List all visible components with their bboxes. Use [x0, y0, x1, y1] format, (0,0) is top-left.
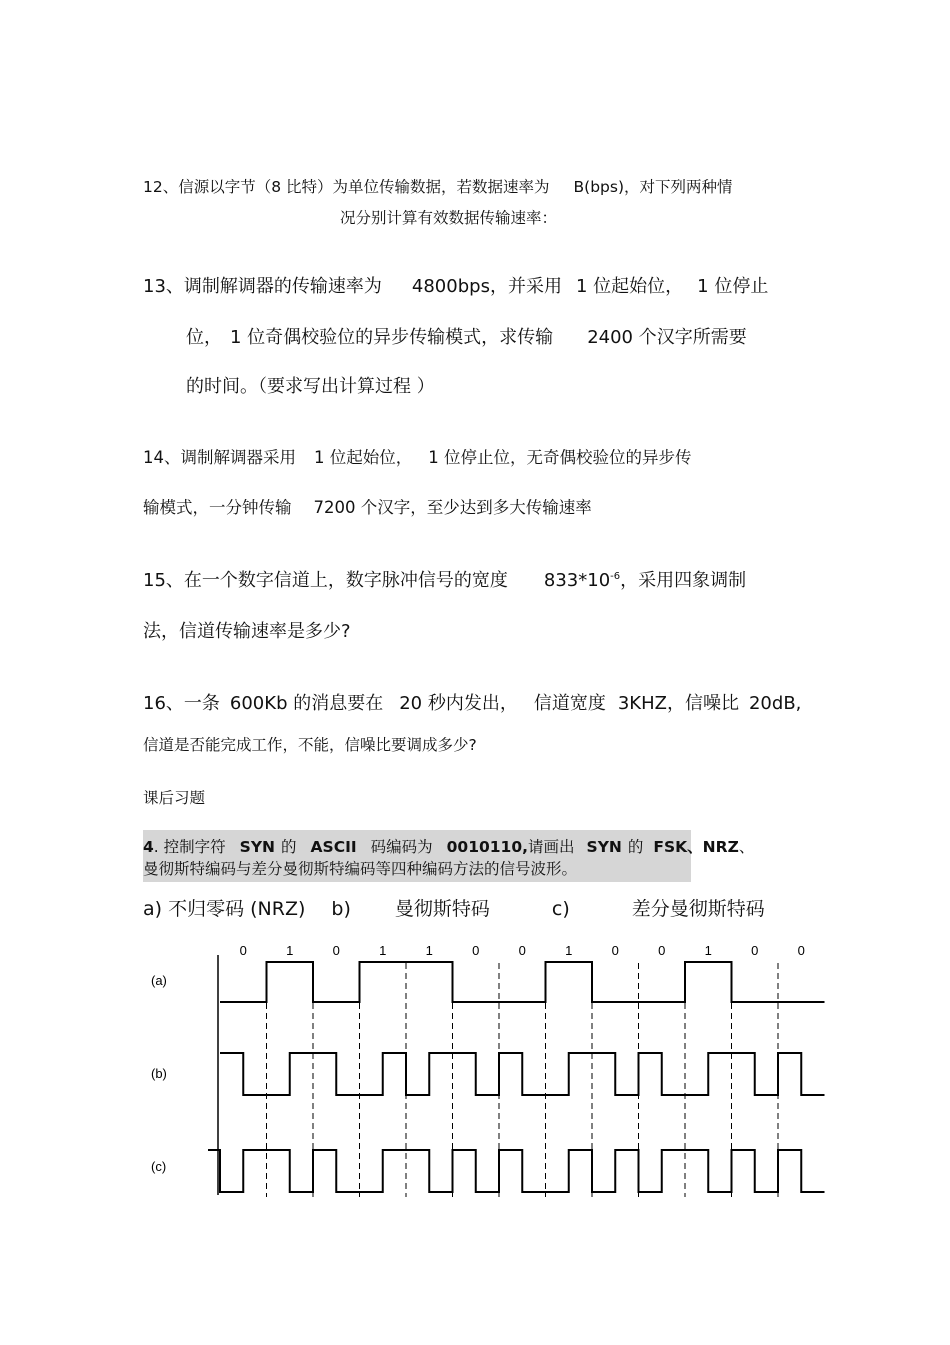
bit-label: 1: [704, 943, 712, 958]
q16-text-e: 3KHZ，信噪比: [617, 693, 739, 714]
q14-line1: [143, 450, 692, 467]
q14-text-d: 输模式，一分钟传输: [143, 498, 292, 517]
label-nrz: a) 不归零码 (NRZ): [143, 898, 306, 920]
q4-text-1: . 控制字符: [153, 838, 226, 856]
q15-text-c: ，采用四象调制: [620, 570, 747, 591]
section-heading: 课后习题: [143, 789, 206, 807]
q4-syn-1: SYN: [239, 838, 276, 856]
q15-line1: [143, 572, 746, 590]
q16-line2: 信道是否能完成工作，不能，信噪比要调成多少?: [143, 736, 477, 754]
q15-line2: 法，信道传输速率是多少?: [143, 621, 351, 642]
bit-label: 0: [518, 943, 526, 958]
q15-exponent: -6: [610, 571, 621, 582]
q16-text-c: 20 秒内发出，: [399, 693, 518, 714]
q15-text-a: 15、在一个数字信道上，数字脉冲信号的宽度: [143, 570, 508, 591]
q13-text-d: 1 位停止: [697, 276, 769, 297]
q4-number: 4: [143, 838, 154, 856]
q4-fsk-nrz: FSK、NRZ: [653, 838, 739, 856]
row-label: (c): [151, 1159, 167, 1174]
q12-text-a: 12、信源以字节（8 比特）为单位传输数据，若数据速率为: [143, 178, 550, 196]
label-diff-manchester: 差分曼彻斯特码: [631, 898, 765, 920]
q14-text-c: 1 位停止位，无奇偶校验位的异步传: [428, 448, 692, 467]
q12-line2: 况分别计算有效数据传输速率：: [340, 209, 558, 227]
q14-text-b: 1 位起始位，: [314, 448, 413, 467]
q4-syn-2: SYN: [586, 838, 622, 856]
q16-text-b: 600Kb 的消息要在: [229, 693, 384, 714]
signal-waveforms: [208, 962, 825, 1192]
q14-text-e: 7200 个汉字，至少达到多大传输速率: [313, 498, 592, 517]
bit-label: 1: [425, 943, 433, 958]
q16-text-a: 16、一条: [143, 693, 220, 714]
bit-label: 0: [239, 943, 247, 958]
diff-manchester-signal: [208, 1150, 825, 1192]
q13-text-c: 1 位起始位，: [575, 276, 684, 297]
q13-text-a: 13、调制解调器的传输速率为: [143, 276, 382, 297]
q13-line2: [186, 329, 747, 347]
bit-label: 0: [611, 943, 619, 958]
waveform-figure: [135, 935, 835, 1200]
manchester-signal: [220, 1053, 825, 1095]
q14-line2: [143, 500, 592, 517]
bit-label: 0: [797, 943, 805, 958]
q16-line1: [143, 695, 801, 713]
q13-text-b: 4800bps，并采用: [411, 276, 562, 297]
q13-line3: 的时间。（要求写出计算过程 ）: [186, 376, 435, 397]
nrz-signal: [220, 962, 825, 1002]
encoding-labels: [143, 900, 765, 919]
q14-text-a: 14、调制解调器采用: [143, 448, 296, 467]
q13-line1: [143, 278, 768, 296]
row-labels: [151, 973, 167, 1174]
q16-text-f: 20dB,: [748, 693, 802, 714]
bit-labels: [240, 943, 805, 958]
q4-text-4: 请画出: [528, 838, 575, 856]
label-b: b): [331, 898, 351, 920]
q4-ascii: ASCII: [310, 838, 357, 856]
label-c: c): [551, 898, 570, 920]
q4-line1: [143, 840, 754, 856]
bit-label: 1: [286, 943, 294, 958]
bit-label: 1: [565, 943, 573, 958]
row-label: (b): [151, 1066, 167, 1081]
q4-text-5: 的: [627, 838, 644, 856]
q4-text-2: 的: [281, 838, 297, 856]
q15-text-b: 833*10: [543, 570, 611, 591]
row-label: (a): [151, 973, 167, 988]
q16-text-d: 信道宽度: [533, 693, 606, 714]
q13-text-g: 2400 个汉字所需要: [587, 327, 747, 348]
bit-label: 0: [472, 943, 480, 958]
bit-label: 1: [379, 943, 387, 958]
q12-text-b: B(bps)，对下列两种情: [573, 178, 733, 196]
label-manchester: 曼彻斯特码: [394, 898, 490, 920]
bit-label: 0: [332, 943, 340, 958]
q4-text-6: 、: [738, 838, 755, 856]
bit-label: 0: [751, 943, 759, 958]
q4-text-3: 码编码为: [370, 838, 433, 856]
bit-label: 0: [658, 943, 666, 958]
q13-text-f: 1 位奇偶校验位的异步传输模式，求传输: [230, 327, 554, 348]
q4-line2: 曼彻斯特编码与差分曼彻斯特编码等四种编码方法的信号波形。: [143, 860, 578, 878]
q12-line1: [143, 180, 733, 196]
q13-text-e: 位，: [186, 327, 222, 348]
q4-code: 0010110,: [446, 838, 529, 856]
